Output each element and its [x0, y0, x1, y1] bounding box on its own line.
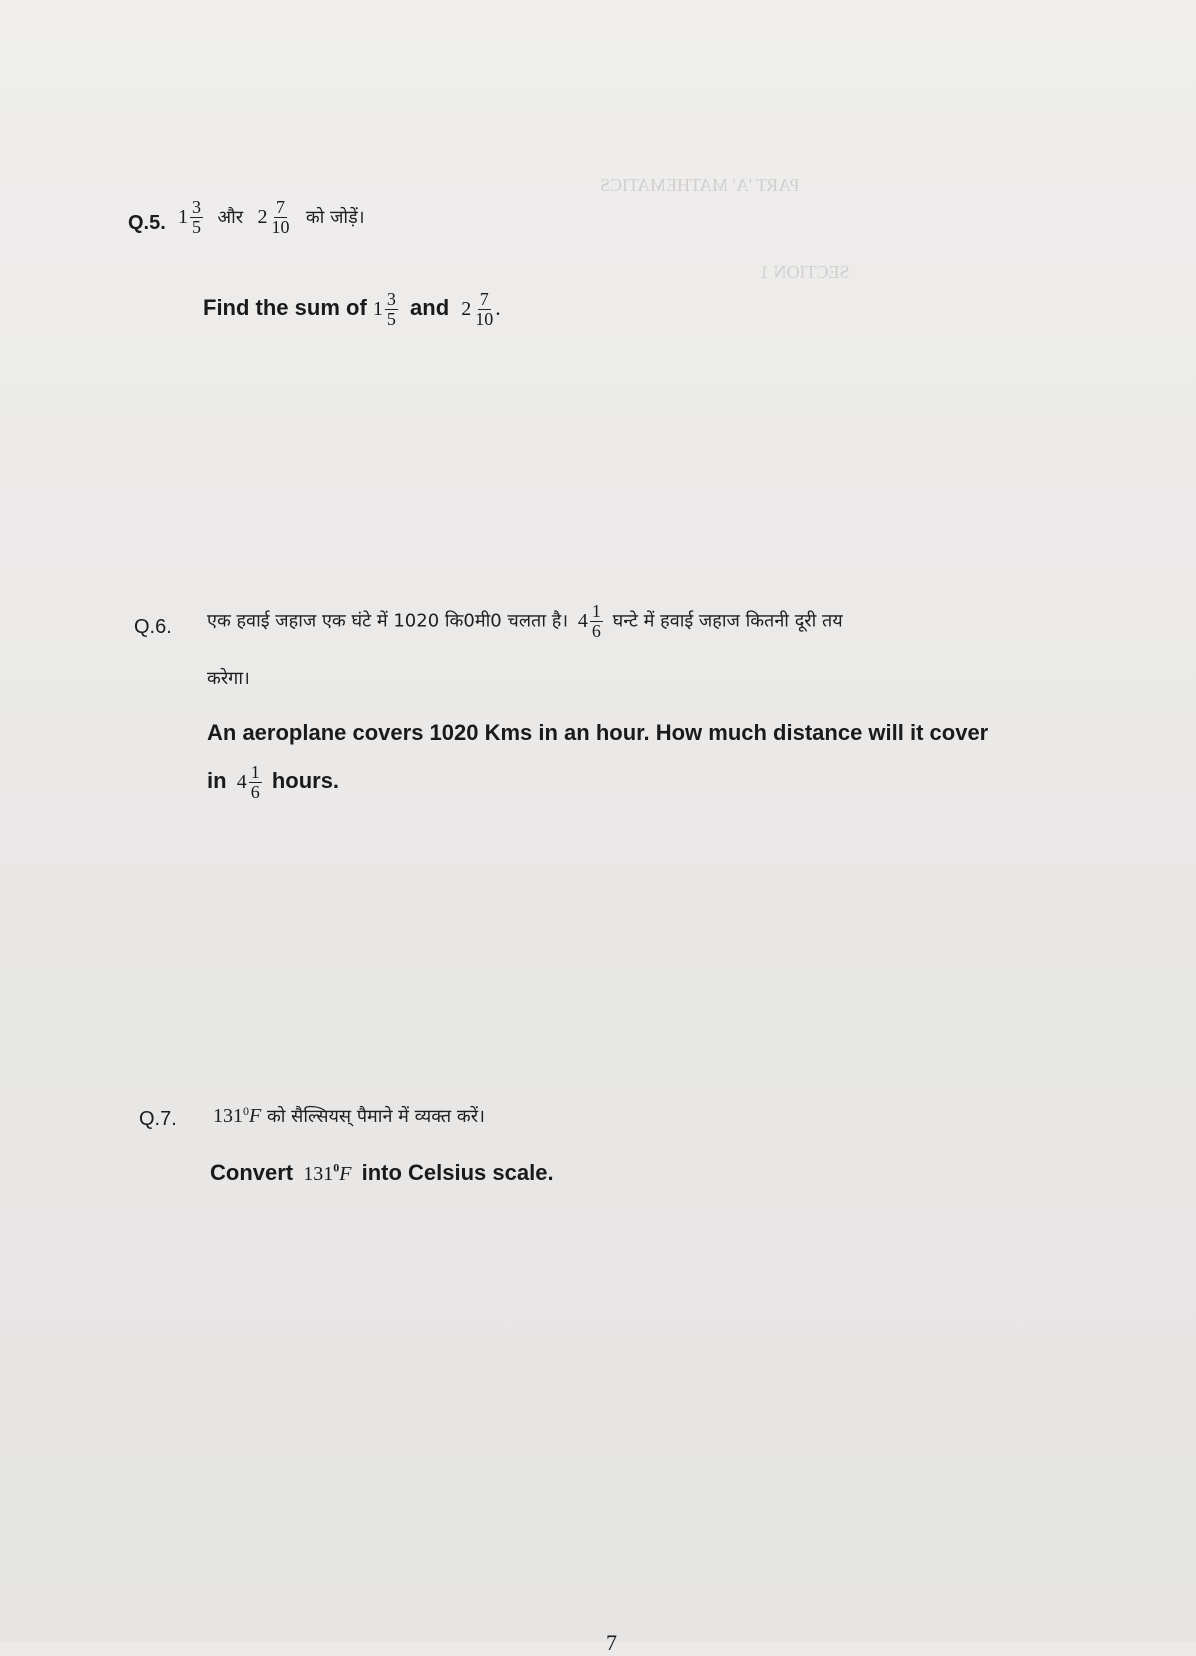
q6-hindi-fraction: 4 $\frac{1}{6}$ — [577, 601, 601, 641]
q5-fraction-1: 1 $\frac{3}{5}$ — [178, 197, 201, 237]
q6-hindi-line2: करेगा। — [207, 668, 250, 689]
q6-english-line2: in 4 $\frac{1}{6}$ hours. — [207, 762, 340, 802]
q6-number: Q.6. — [134, 616, 172, 638]
q5-hindi: 1 $\frac{3}{5}$ और 2 $\frac{7}{10}$ को जोड़ें। — [178, 197, 365, 237]
bleed-through-heading: PART 'A' MATHEMATICS — [600, 175, 800, 195]
q5-number: Q.5. — [128, 212, 166, 234]
q5-en-fraction-1: 1 $\frac{3}{5}$ — [372, 289, 396, 329]
q7-english: Convert $131^0F$ into Celsius scale. — [210, 1160, 554, 1185]
q5-fraction-2: 2 $\frac{7}{10}$ — [257, 197, 290, 237]
q6-en-fraction: 4 $\frac{1}{6}$ — [236, 762, 260, 802]
q6-english-line1: An aeroplane covers 1020 Kms in an hour. How much distance will it cover — [207, 720, 989, 745]
q6-hindi-line1: एक हवाई जहाज एक घंटे में 1020 कि0मी0 चलता है। 4 $\frac{1}{6}$ घन्टे में हवाई जहाज कितनी दूरी तय — [207, 601, 843, 641]
q7-number: Q.7. — [139, 1108, 177, 1130]
page-number: 7 — [606, 1630, 617, 1655]
q5-en-fraction-2: 2 $\frac{7}{10}$ — [461, 289, 494, 329]
bleed-through-subheading: SECTION 1 — [760, 262, 850, 282]
q5-english: Find the sum of 1 $\frac{3}{5}$ and 2 $\frac{7}{10}$ . — [203, 289, 501, 329]
q7-hindi: $131^0F$ को सैल्सियस् पैमाने में व्यक्त करें। — [213, 1104, 485, 1127]
